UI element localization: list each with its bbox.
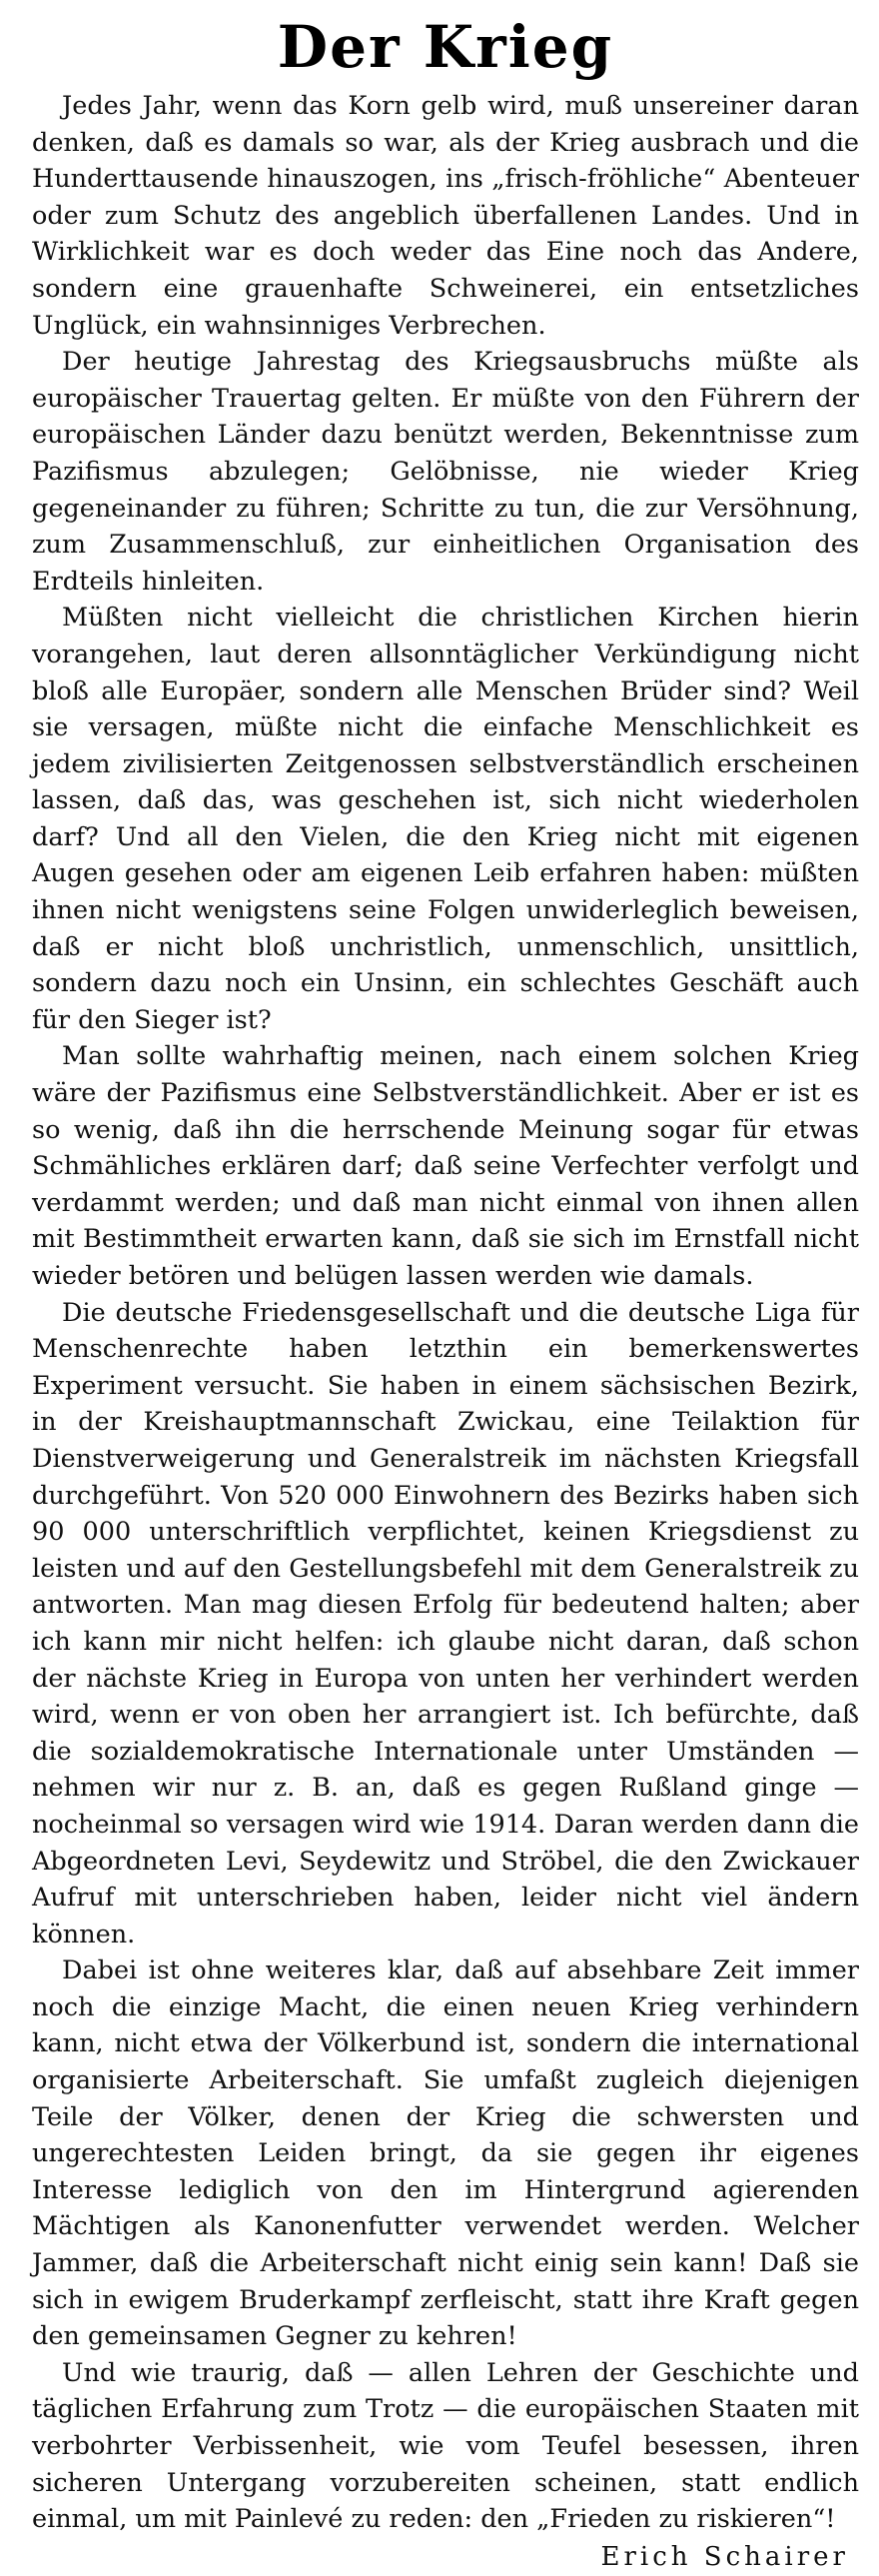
- article-paragraph: Die deutsche Friedensgesellschaft und die deutsche Liga für Menschenrechte haben letzthin ein bemerkenswertes Experiment versucht. Sie haben in einem sächsischen Bezirk, in der Kreishauptmannschaft Zwickau, eine Teilaktion für Dienstverweigerung und Generalstreik im nächsten Kriegsfall durchgeführt. Von 520 000 Einwohnern des Bezirks haben sich 90 000 unterschriftlich verpflichtet, keinen Kriegsdienst zu leisten und auf den Gestellungsbefehl mit dem Generalstreik zu antworten. Man mag diesen Erfolg für bedeutend halten; aber ich kann mir nicht helfen: ich glaube nicht daran, daß schon der nächste Krieg in Europa von unten her verhindert werden wird, wenn er von oben her arrangiert ist. Ich befürchte, daß die sozialdemokratische Internationale unter Umständen — nehmen wir nur z. B. an, daß es gegen Rußland ginge — nocheinmal so versagen wird wie 1914. Daran werden dann die Abgeordneten Levi, Seydewitz und Ströbel, die den Zwickauer Aufruf mit unterschrieben haben, leider nicht viel ändern können.: [32, 1297, 859, 1949]
- author-signature: Erich Schairer: [600, 2541, 849, 2572]
- article-paragraph: Und wie traurig, daß — allen Lehren der Geschichte und täglichen Erfahrung zum Trotz — die europäischen Staaten mit verbohrter Verbissenheit, wie vom Teufel besessen, ihren sicheren Untergang vorzubereiten scheinen, statt endlich einmal, um mit Painlevé zu reden: den „Frieden zu riskieren“!: [32, 2357, 859, 2535]
- article-paragraph: Jedes Jahr, wenn das Korn gelb wird, muß unsereiner daran denken, daß es damals so war, als der Krieg ausbrach und die Hunderttausende hinauszogen, ins „frisch-fröhliche“ Abenteuer oder zum Schutz des angeblich überfallenen Landes. Und in Wirklichkeit war es doch weder das Eine noch das Andere, sondern eine grauenhafte Schweinerei, ein entsetzliches Unglück, ein wahnsinniges Verbrechen.: [32, 91, 859, 341]
- article-body: [32, 88, 859, 2538]
- article-paragraph: Der heutige Jahrestag des Kriegsausbruchs müßte als europäischer Trauertag gelten. Er müßte von den Führern der europäischen Länder dazu benützt werden, Bekenntnisse zum Pazifismus abzulegen; Gelöbnisse, nie wieder Krieg gegeneinander zu führen; Schritte zu tun, die zur Versöhnung, zum Zusammenschluß, zur einheitlichen Organisation des Erdteils hinleiten.: [32, 347, 859, 597]
- article-title: Der Krieg: [277, 13, 614, 81]
- article-paragraph: Dabei ist ohne weiteres klar, daß auf absehbare Zeit immer noch die einzige Macht, die einen neuen Krieg verhindern kann, nicht etwa der Völkerbund ist, sondern die international organisierte Arbeiterschaft. Sie umfaßt zugleich diejenigen Teile der Völker, denen der Krieg die schwersten und ungerechtesten Leiden bringt, da sie gegen ihr eigenes Interesse lediglich von den im Hintergrund agierenden Mächtigen als Kanonenfutter verwendet werden. Welcher Jammer, daß die Arbeiterschaft nicht einig sein kann! Daß sie sich in ewigem Bruderkampf zerfleischt, statt ihre Kraft gegen den gemeinsamen Gegner zu kehren!: [32, 1955, 859, 2352]
- article-paragraph: Müßten nicht vielleicht die christlichen Kirchen hierin vorangehen, laut deren allsonntäglicher Verkündigung nicht bloß alle Europäer, sondern alle Menschen Brüder sind? Weil sie versagen, müßte nicht die einfache Menschlichkeit es jedem zivilisierten Zeitgenossen selbstverständlich erscheinen lassen, daß das, was geschehen ist, sich nicht wiederholen darf? Und all den Vielen, die den Krieg nicht mit eigenen Augen gesehen oder am eigenen Leib erfahren haben: müßten ihnen nicht wenigstens seine Folgen unwiderleglich beweisen, daß er nicht bloß unchristlich, unmenschlich, unsittlich, sondern dazu noch ein Unsinn, ein schlechtes Geschäft auch für den Sieger ist?: [32, 603, 859, 1035]
- article-paragraph: Man sollte wahrhaftig meinen, nach einem solchen Krieg wäre der Pazifismus eine Selbstverständlichkeit. Aber er ist es so wenig, daß ihn die herrschende Meinung sogar für etwas Schmähliches erklären darf; daß seine Verfechter verfolgt und verdammt werden; und daß man nicht einmal von ihnen allen mit Bestimmtheit erwarten kann, daß sie sich im Ernstfall nicht wieder betören und belügen lassen werden wie damals.: [32, 1041, 859, 1291]
